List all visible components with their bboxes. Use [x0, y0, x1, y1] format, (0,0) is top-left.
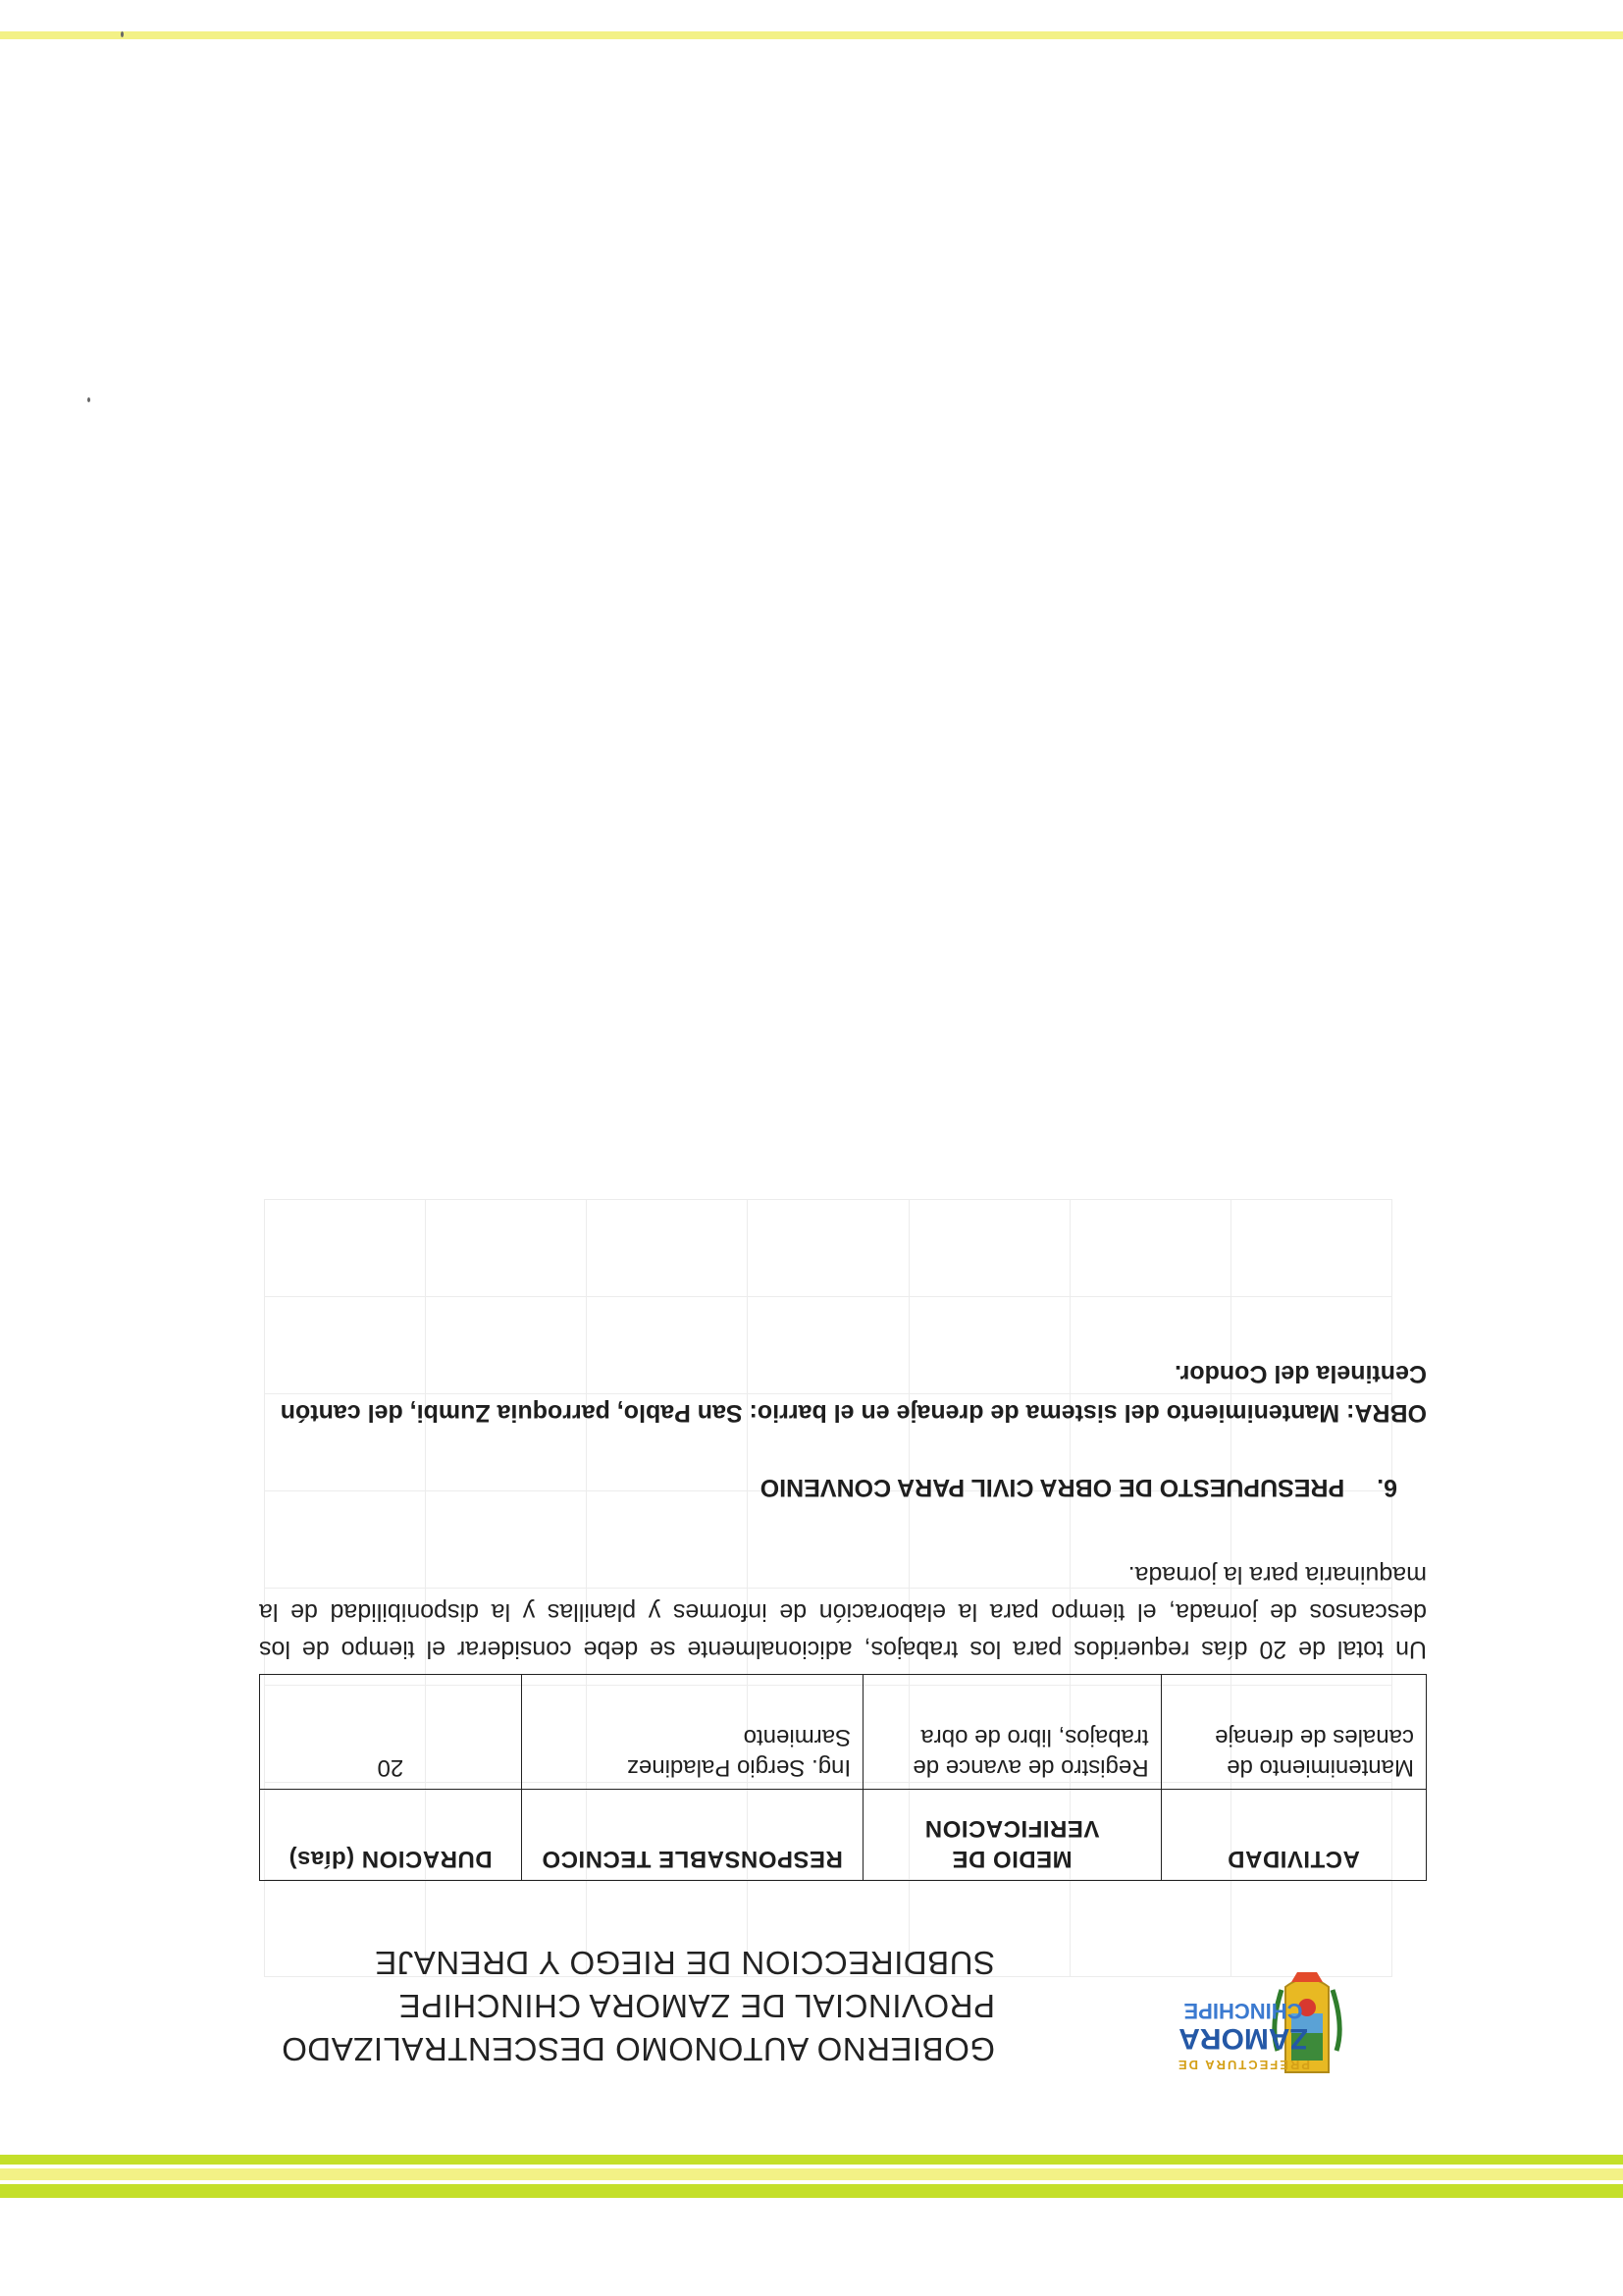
section-number: 6.: [1377, 1474, 1397, 1501]
logo-sub: CHINCHIPE: [1183, 1999, 1303, 2023]
section-heading: [760, 1473, 1397, 1501]
obra-description: OBRA: Mantenimiento del sistema de drenaje en el barrio: San Pablo, parroquia Zumbi, del cantón Centinela del Condor.: [280, 1360, 1427, 1427]
col-header-actividad: ACTIVIDAD: [1161, 1790, 1426, 1881]
cell-actividad: Mantenimiento de canales de drenaje: [1161, 1675, 1426, 1790]
header-line-1: GOBIERNO AUTONOMO DESCENTRALIZADO: [281, 2031, 995, 2067]
col-header-duracion: DURACION (días): [260, 1790, 522, 1881]
cell-responsable: Ing. Sergio Paladinez Sarmiento: [521, 1675, 863, 1790]
table-row: [260, 1675, 1427, 1790]
scan-speck: [87, 397, 90, 402]
edge-stripe-green-2: [0, 2155, 1623, 2165]
edge-stripe-bottom: [0, 31, 1623, 39]
document-header: [259, 1941, 995, 2070]
prefectura-logo: [1160, 1864, 1366, 2080]
col-header-medio: MEDIO DE VERIFICACION: [864, 1790, 1162, 1881]
col-header-responsable: RESPONSABLE TECNICO: [521, 1790, 863, 1881]
edge-stripe-green: [0, 2184, 1623, 2198]
edge-stripe-yellow: [0, 2168, 1623, 2180]
header-line-3: SUBDIRECCION DE RIEGO Y DRENAJE: [374, 1945, 995, 1981]
table-header-row: [260, 1790, 1427, 1881]
cell-medio: Registro de avance de trabajos, libro de obra: [864, 1675, 1162, 1790]
scan-speck: [121, 31, 124, 37]
body-paragraph: Un total de 20 días requeridos para los trabajos, adicionalmente se debe considerar el tiempo de los descansos de jornada, el tiempo para la elaboración de informes y planillas y la disponibilidad de la maquinaria para la jornada.: [259, 1561, 1427, 1663]
activity-table: [259, 1674, 1427, 1881]
cell-duracion: 20: [260, 1675, 522, 1790]
section-title-text: PRESUPUESTO DE OBRA CIVIL PARA CONVENIO: [759, 1474, 1345, 1501]
logo-name: ZAMORA: [1178, 2022, 1308, 2055]
header-line-2: PROVINCIAL DE ZAMORA CHINCHIPE: [398, 1988, 995, 2024]
logo-top-text: PREFECTURA DE: [1176, 2058, 1311, 2072]
